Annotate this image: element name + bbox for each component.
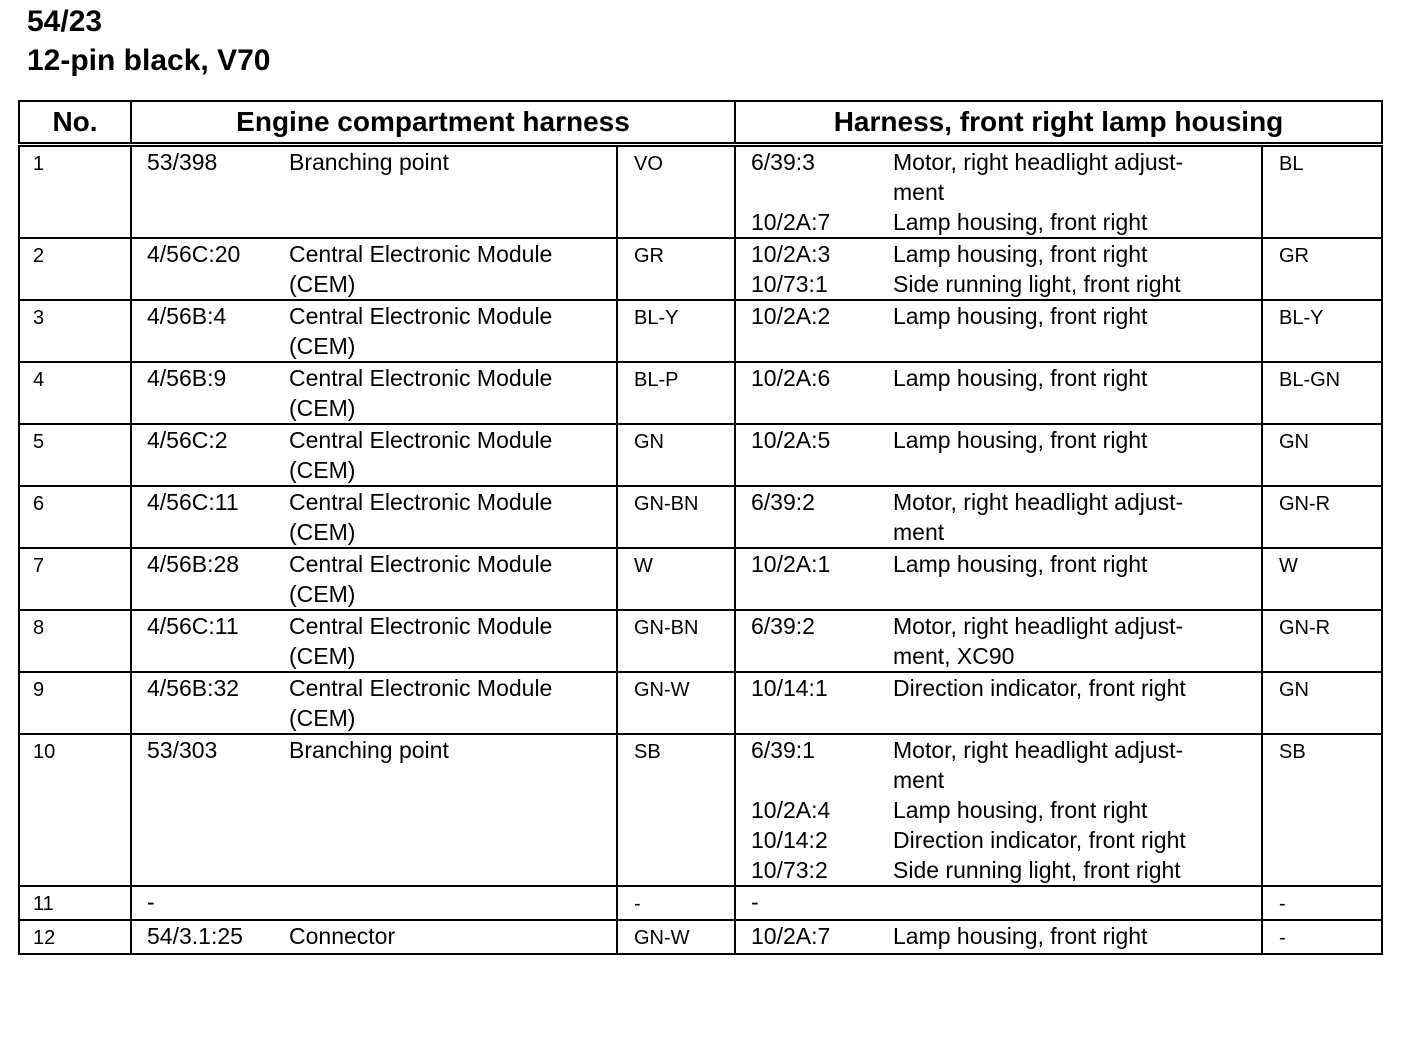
lamp-description: Side running light, front right xyxy=(893,271,1181,297)
pin-number: 9 xyxy=(19,672,131,734)
lamp-description: Lamp housing, front right xyxy=(893,427,1148,453)
engine-description: Connector xyxy=(289,923,396,949)
lamp-ref: - xyxy=(751,889,759,915)
engine-harness-cell xyxy=(131,886,617,920)
engine-harness-cell xyxy=(131,548,617,610)
lamp-description: Lamp housing, front right xyxy=(893,303,1148,329)
lamp-connection xyxy=(751,147,1261,207)
lamp-connection xyxy=(751,855,1261,885)
table-row xyxy=(19,424,1382,486)
connector-description: 12-pin black, V70 xyxy=(27,44,271,77)
engine-wire-color: GN-BN xyxy=(617,610,735,672)
lamp-description: Direction indicator, front right xyxy=(893,827,1186,853)
engine-harness-cell xyxy=(131,362,617,424)
engine-harness-cell xyxy=(131,920,617,954)
pin-table xyxy=(18,100,1383,955)
lamp-harness-cell xyxy=(735,920,1262,954)
engine-harness-cell xyxy=(131,486,617,548)
lamp-description: Lamp housing, front right xyxy=(893,551,1148,577)
table-row xyxy=(19,238,1382,300)
engine-ref: 53/303 xyxy=(147,737,218,763)
connector-id: 54/23 xyxy=(27,5,103,38)
engine-harness-cell xyxy=(131,145,617,239)
lamp-description xyxy=(893,887,1261,917)
pin-number: 12 xyxy=(19,920,131,954)
engine-description: Central Electronic Module (CEM) xyxy=(289,303,553,359)
table-row xyxy=(19,734,1382,886)
lamp-harness-cell xyxy=(735,734,1262,886)
lamp-wire-color: BL-Y xyxy=(1262,300,1382,362)
engine-ref: - xyxy=(147,889,155,915)
column-header-no: No. xyxy=(19,101,131,145)
lamp-connection xyxy=(751,549,1261,579)
lamp-harness-cell xyxy=(735,362,1262,424)
lamp-ref: 10/2A:6 xyxy=(751,365,831,391)
table-row xyxy=(19,610,1382,672)
engine-wire-color: BL-Y xyxy=(617,300,735,362)
engine-harness-cell xyxy=(131,672,617,734)
lamp-description: Lamp housing, front right xyxy=(893,923,1148,949)
lamp-ref: 10/14:2 xyxy=(751,827,828,853)
engine-wire-color: GN-W xyxy=(617,672,735,734)
pin-number: 8 xyxy=(19,610,131,672)
lamp-wire-color: GN xyxy=(1262,672,1382,734)
lamp-wire-color: GN-R xyxy=(1262,486,1382,548)
engine-description xyxy=(289,887,616,917)
lamp-description: Direction indicator, front right xyxy=(893,675,1186,701)
lamp-ref: 10/2A:1 xyxy=(751,551,831,577)
engine-wire-color: SB xyxy=(617,734,735,886)
table-row xyxy=(19,920,1382,954)
pin-number: 2 xyxy=(19,238,131,300)
lamp-wire-color: BL-GN xyxy=(1262,362,1382,424)
table-body xyxy=(19,145,1382,955)
lamp-harness-cell xyxy=(735,548,1262,610)
lamp-ref: 10/2A:7 xyxy=(751,209,831,235)
engine-harness-cell xyxy=(131,238,617,300)
lamp-ref: 10/14:1 xyxy=(751,675,828,701)
lamp-connection xyxy=(751,921,1261,951)
lamp-connection xyxy=(751,735,1261,795)
lamp-description: Motor, right headlight adjust- ment xyxy=(893,737,1184,793)
lamp-connection xyxy=(751,611,1261,671)
lamp-harness-cell xyxy=(735,610,1262,672)
lamp-wire-color: - xyxy=(1262,886,1382,920)
lamp-ref: 6/39:1 xyxy=(751,737,815,763)
lamp-ref: 6/39:2 xyxy=(751,489,815,515)
lamp-description: Lamp housing, front right xyxy=(893,241,1148,267)
lamp-harness-cell xyxy=(735,486,1262,548)
lamp-wire-color: BL xyxy=(1262,145,1382,239)
lamp-ref: 10/2A:4 xyxy=(751,797,831,823)
lamp-ref: 10/2A:2 xyxy=(751,303,831,329)
lamp-wire-color: SB xyxy=(1262,734,1382,886)
pin-number: 5 xyxy=(19,424,131,486)
engine-description: Branching point xyxy=(289,149,449,175)
lamp-connection xyxy=(751,425,1261,455)
lamp-wire-color: GN-R xyxy=(1262,610,1382,672)
pin-number: 1 xyxy=(19,145,131,239)
engine-harness-cell xyxy=(131,300,617,362)
lamp-description: Motor, right headlight adjust- ment, XC90 xyxy=(893,613,1184,669)
lamp-harness-cell xyxy=(735,886,1262,920)
lamp-ref: 6/39:3 xyxy=(751,149,815,175)
lamp-ref: 10/2A:5 xyxy=(751,427,831,453)
lamp-ref: 10/2A:7 xyxy=(751,923,831,949)
pin-number: 6 xyxy=(19,486,131,548)
lamp-harness-cell xyxy=(735,238,1262,300)
lamp-ref: 10/73:2 xyxy=(751,857,828,883)
engine-wire-color: W xyxy=(617,548,735,610)
lamp-description: Motor, right headlight adjust- ment xyxy=(893,489,1184,545)
pin-number: 4 xyxy=(19,362,131,424)
engine-description: Central Electronic Module (CEM) xyxy=(289,365,553,421)
engine-description: Branching point xyxy=(289,737,449,763)
lamp-connection xyxy=(751,887,1261,917)
lamp-harness-cell xyxy=(735,672,1262,734)
lamp-description: Side running light, front right xyxy=(893,857,1181,883)
lamp-connection xyxy=(751,239,1261,269)
engine-ref: 4/56C:2 xyxy=(147,427,228,453)
lamp-connection xyxy=(751,673,1261,703)
lamp-wire-color: W xyxy=(1262,548,1382,610)
engine-description: Central Electronic Module (CEM) xyxy=(289,427,553,483)
lamp-connection xyxy=(751,795,1261,825)
lamp-description: Lamp housing, front right xyxy=(893,209,1148,235)
lamp-connection xyxy=(751,301,1261,331)
table-row xyxy=(19,486,1382,548)
lamp-description: Motor, right headlight adjust- ment xyxy=(893,149,1184,205)
engine-ref: 54/3.1:25 xyxy=(147,923,243,949)
table-row xyxy=(19,362,1382,424)
engine-wire-color: GN xyxy=(617,424,735,486)
lamp-wire-color: GN xyxy=(1262,424,1382,486)
engine-wire-color: - xyxy=(617,886,735,920)
engine-description: Central Electronic Module (CEM) xyxy=(289,551,553,607)
lamp-connection xyxy=(751,363,1261,393)
engine-ref: 4/56B:4 xyxy=(147,303,227,329)
lamp-wire-color: GR xyxy=(1262,238,1382,300)
lamp-ref: 10/2A:3 xyxy=(751,241,831,267)
engine-wire-color: GN-W xyxy=(617,920,735,954)
lamp-connection xyxy=(751,207,1261,237)
lamp-description: Lamp housing, front right xyxy=(893,797,1148,823)
lamp-ref: 10/73:1 xyxy=(751,271,828,297)
engine-description: Central Electronic Module (CEM) xyxy=(289,675,553,731)
lamp-harness-cell xyxy=(735,145,1262,239)
lamp-connection xyxy=(751,269,1261,299)
engine-ref: 4/56C:11 xyxy=(147,613,239,639)
pin-number: 10 xyxy=(19,734,131,886)
lamp-harness-cell xyxy=(735,300,1262,362)
lamp-wire-color: - xyxy=(1262,920,1382,954)
pin-number: 3 xyxy=(19,300,131,362)
engine-ref: 4/56C:11 xyxy=(147,489,239,515)
engine-description: Central Electronic Module (CEM) xyxy=(289,613,553,669)
engine-wire-color: BL-P xyxy=(617,362,735,424)
engine-harness-cell xyxy=(131,734,617,886)
table-row xyxy=(19,300,1382,362)
engine-harness-cell xyxy=(131,424,617,486)
engine-harness-cell xyxy=(131,610,617,672)
lamp-ref: 6/39:2 xyxy=(751,613,815,639)
engine-ref: 4/56B:32 xyxy=(147,675,240,701)
table-row xyxy=(19,145,1382,239)
engine-ref: 4/56B:9 xyxy=(147,365,227,391)
engine-wire-color: VO xyxy=(617,145,735,239)
engine-ref: 4/56B:28 xyxy=(147,551,240,577)
engine-wire-color: GN-BN xyxy=(617,486,735,548)
pin-number: 7 xyxy=(19,548,131,610)
engine-description: Central Electronic Module (CEM) xyxy=(289,241,553,297)
table-row xyxy=(19,672,1382,734)
table-header-row xyxy=(19,101,1382,145)
engine-ref: 4/56C:20 xyxy=(147,241,241,267)
lamp-connection xyxy=(751,825,1261,855)
pin-number: 11 xyxy=(19,886,131,920)
engine-wire-color: GR xyxy=(617,238,735,300)
column-header-lamp: Harness, front right lamp housing xyxy=(735,101,1382,145)
lamp-connection xyxy=(751,487,1261,547)
table-row xyxy=(19,886,1382,920)
engine-description: Central Electronic Module (CEM) xyxy=(289,489,553,545)
engine-ref: 53/398 xyxy=(147,149,218,175)
table-row xyxy=(19,548,1382,610)
lamp-description: Lamp housing, front right xyxy=(893,365,1148,391)
column-header-engine: Engine compartment harness xyxy=(131,101,735,145)
lamp-harness-cell xyxy=(735,424,1262,486)
